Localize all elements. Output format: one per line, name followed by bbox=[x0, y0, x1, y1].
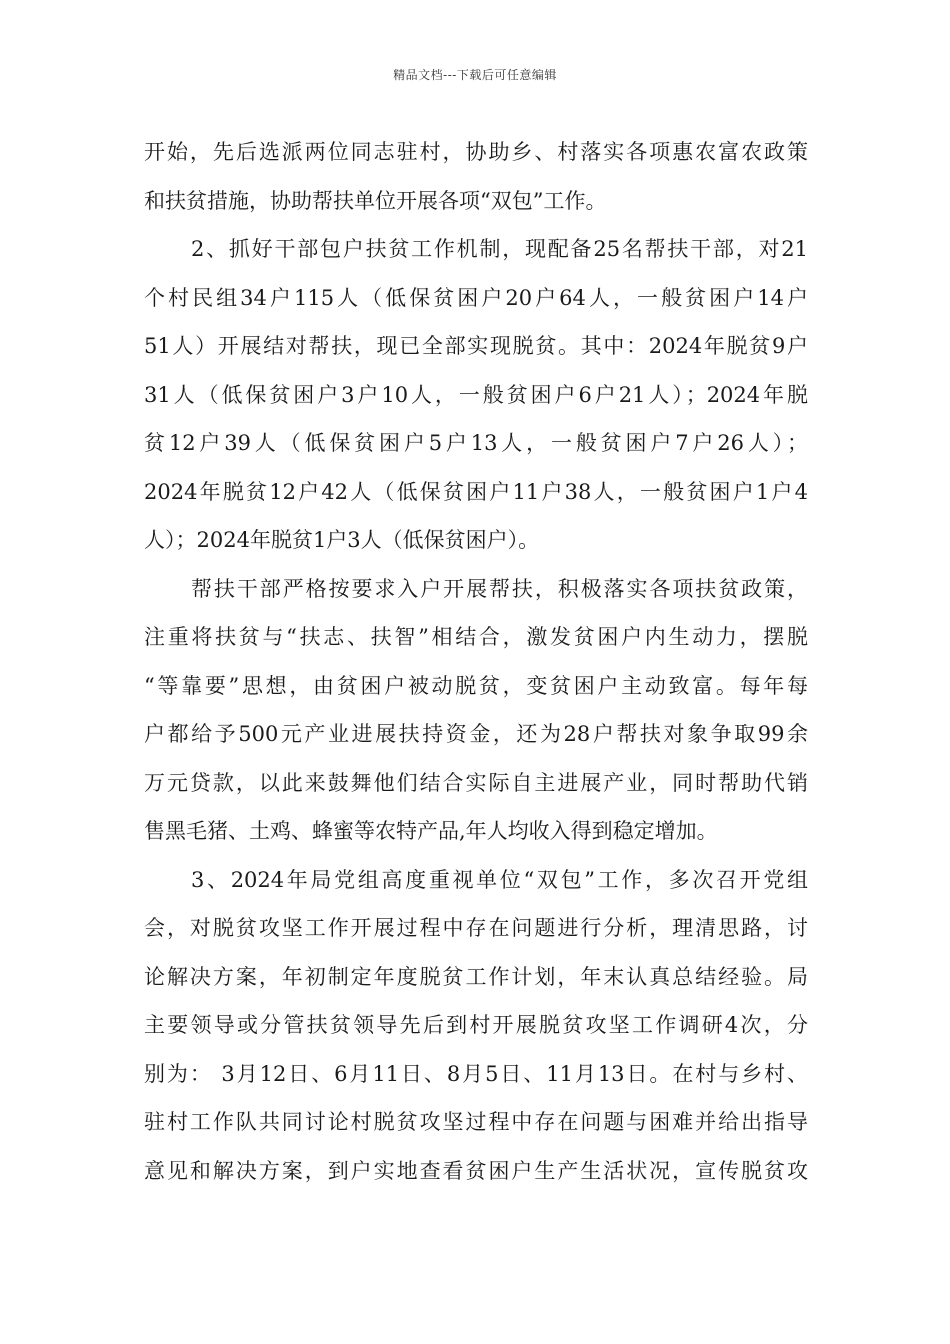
text-line: 人）；2024年脱贫1户3人（低保贫困户）。 bbox=[144, 528, 540, 552]
text-line: 帮扶干部严格按要求入户开展帮扶，积极落实各项扶贫政策， bbox=[191, 576, 808, 601]
text-line: 万元贷款，以此来鼓舞他们结合实际自主进展产业，同时帮助代销 bbox=[144, 770, 808, 795]
text-line: 售黑毛猪、土鸡、蜂蜜等农特产品,年人均收入得到稳定增加。 bbox=[144, 819, 718, 843]
text-line: 51人）开展结对帮扶，现已全部实现脱贫。其中：2024年脱贫9户 bbox=[144, 334, 808, 358]
text-line: 论解决方案，年初制定年度脱贫工作计划，年末认真总结经验。局 bbox=[144, 964, 808, 989]
text-line: 别为： 3月12日、6月11日、8月5日、11月13日。在村与乡村、 bbox=[144, 1061, 808, 1086]
text-line: 开始，先后选派两位同志驻村，协助乡、村落实各项惠农富农政策 bbox=[144, 140, 808, 164]
page-header: 精品文档---下载后可任意编辑 bbox=[393, 68, 557, 82]
text-line: 3、2024年局党组高度重视单位“双包”工作，多次召开党组 bbox=[191, 867, 808, 892]
text-line: 户都给予500元产业进展扶持资金，还为28户帮扶对象争取99余 bbox=[144, 722, 808, 746]
text-line: 注重将扶贫与“扶志、扶智”相结合，激发贫困户内生动力，摆脱 bbox=[144, 625, 808, 649]
text-line: 个村民组34户115人（低保贫困户20户64人，一般贫困户14户 bbox=[144, 285, 808, 310]
text-line: 2、抓好干部包户扶贫工作机制，现配备25名帮扶干部，对21 bbox=[191, 237, 808, 261]
text-line: 31人（低保贫困户3户10人，一般贫困户6户21人）；2024年脱 bbox=[144, 382, 808, 407]
text-line: 意见和解决方案，到户实地查看贫困户生产生活状况，宣传脱贫攻 bbox=[144, 1158, 808, 1183]
text-line: “等靠要”思想，由贫困户被动脱贫，变贫困户主动致富。每年每 bbox=[144, 673, 808, 698]
text-line: 会，对脱贫攻坚工作开展过程中存在问题进行分析，理清思路，讨 bbox=[144, 916, 808, 940]
text-line: 主要领导或分管扶贫领导先后到村开展脱贫攻坚工作调研4次，分 bbox=[144, 1013, 808, 1037]
document-body bbox=[144, 128, 808, 1195]
text-line: 2024年脱贫12户42人（低保贫困户11户38人，一般贫困户1户4 bbox=[144, 479, 808, 504]
text-line: 和扶贫措施，协助帮扶单位开展各项“双包”工作。 bbox=[144, 188, 607, 213]
text-line: 贫12户39人（低保贫困户5户13人，一般贫困户7户26人）； bbox=[144, 431, 808, 455]
text-line: 驻村工作队共同讨论村脱贫攻坚过程中存在问题与困难并给出指导 bbox=[144, 1110, 808, 1134]
